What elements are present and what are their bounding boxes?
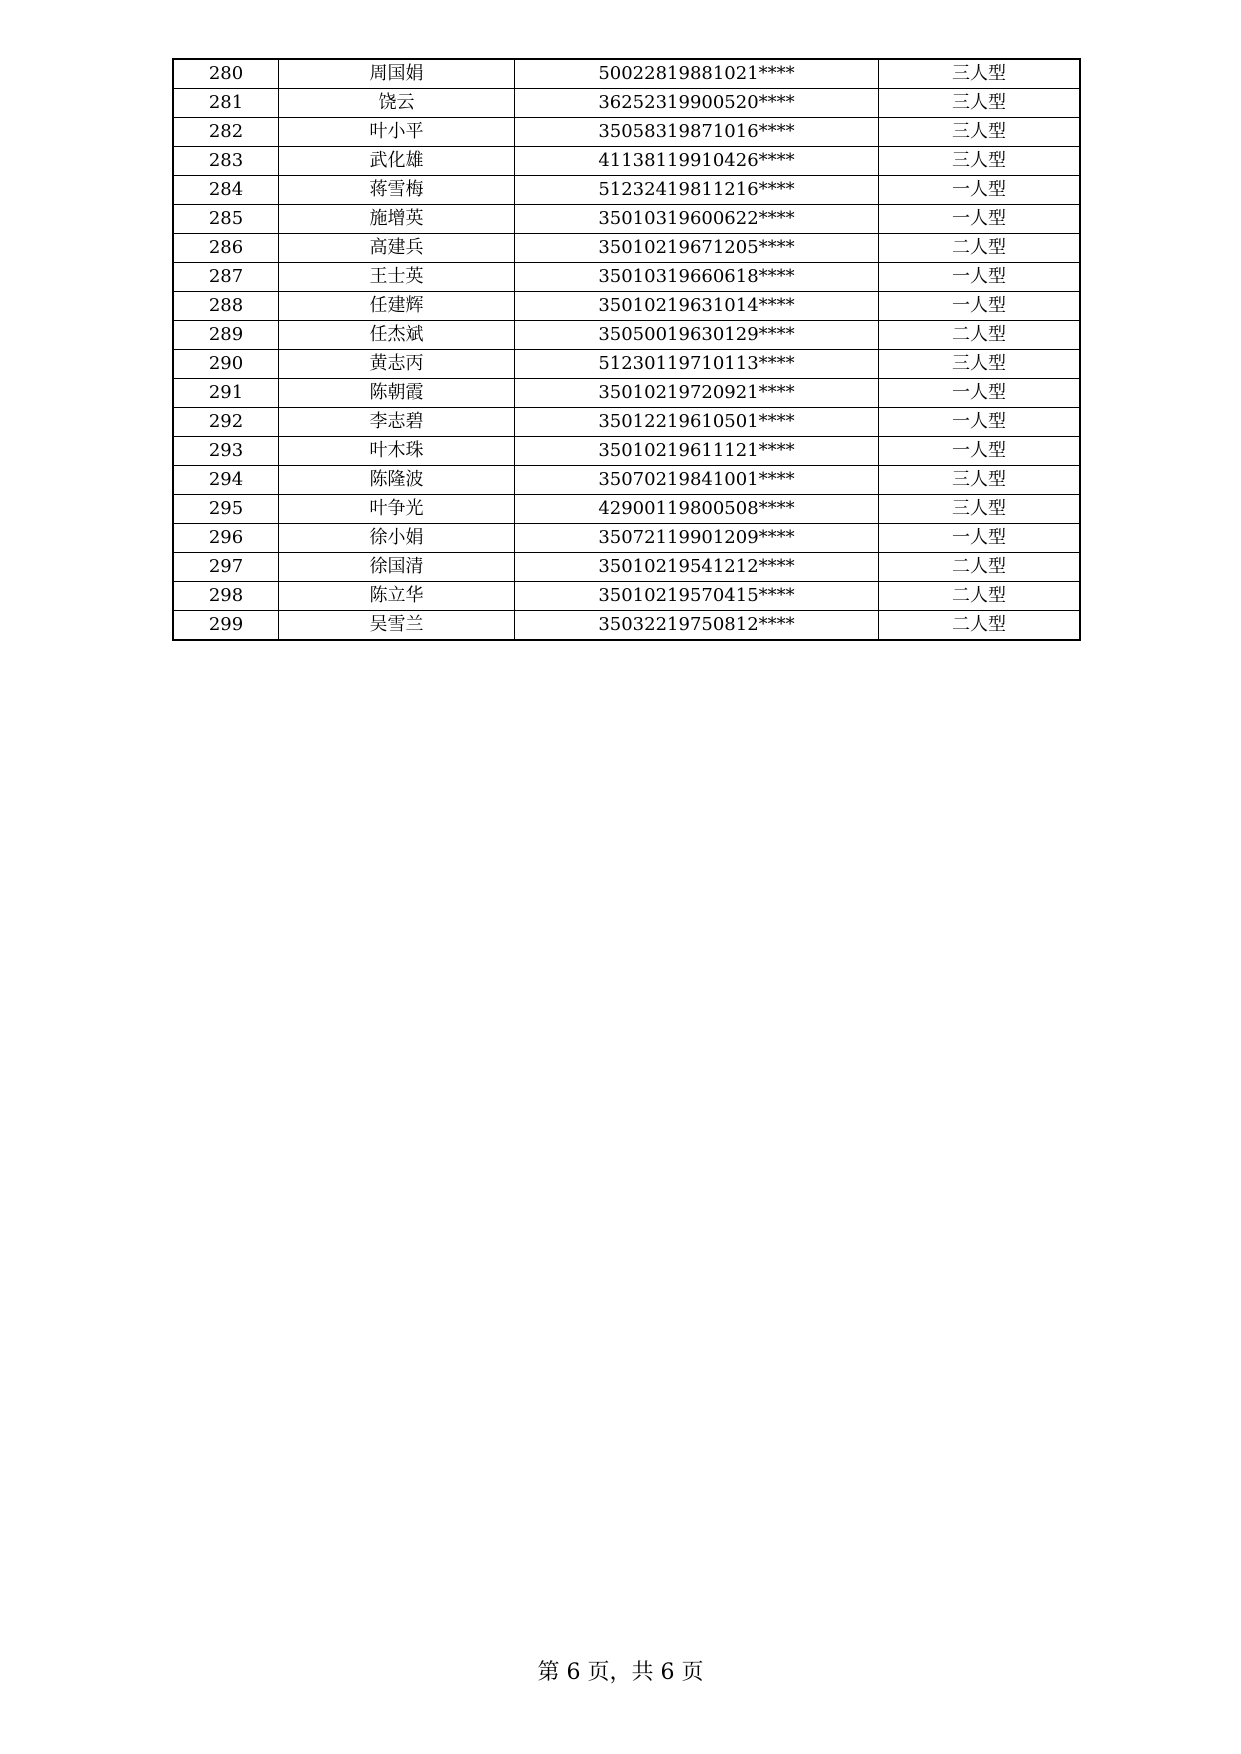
applicant-table	[172, 58, 1081, 641]
row-name: 徐小娟	[279, 524, 515, 553]
row-household-type: 二人型	[879, 321, 1081, 350]
row-household-type: 二人型	[879, 582, 1081, 611]
row-name: 周国娟	[279, 59, 515, 89]
row-id-number: 50022819881021****	[515, 59, 879, 89]
row-household-type: 三人型	[879, 466, 1081, 495]
row-name: 吴雪兰	[279, 611, 515, 641]
table-row	[173, 379, 1080, 408]
row-id-number: 35010219720921****	[515, 379, 879, 408]
row-household-type: 一人型	[879, 263, 1081, 292]
row-household-type: 二人型	[879, 234, 1081, 263]
row-name: 黄志丙	[279, 350, 515, 379]
table-row	[173, 553, 1080, 582]
row-id-number: 51232419811216****	[515, 176, 879, 205]
row-id-number: 35010219671205****	[515, 234, 879, 263]
row-name: 王士英	[279, 263, 515, 292]
row-number: 298	[173, 582, 279, 611]
table-row	[173, 321, 1080, 350]
row-id-number: 35010319660618****	[515, 263, 879, 292]
table-row	[173, 118, 1080, 147]
row-household-type: 一人型	[879, 176, 1081, 205]
row-number: 299	[173, 611, 279, 641]
row-id-number: 35032219750812****	[515, 611, 879, 641]
row-id-number: 35010319600622****	[515, 205, 879, 234]
row-id-number: 35050019630129****	[515, 321, 879, 350]
row-name: 武化雄	[279, 147, 515, 176]
row-name: 陈立华	[279, 582, 515, 611]
row-number: 295	[173, 495, 279, 524]
row-household-type: 三人型	[879, 350, 1081, 379]
row-name: 任杰斌	[279, 321, 515, 350]
table-row	[173, 408, 1080, 437]
table-row	[173, 89, 1080, 118]
row-number: 294	[173, 466, 279, 495]
row-id-number: 35072119901209****	[515, 524, 879, 553]
row-number: 288	[173, 292, 279, 321]
row-number: 289	[173, 321, 279, 350]
row-id-number: 35010219541212****	[515, 553, 879, 582]
row-id-number: 36252319900520****	[515, 89, 879, 118]
table-row	[173, 524, 1080, 553]
row-name: 施增英	[279, 205, 515, 234]
row-household-type: 一人型	[879, 408, 1081, 437]
row-id-number: 35012219610501****	[515, 408, 879, 437]
row-name: 蒋雪梅	[279, 176, 515, 205]
row-number: 291	[173, 379, 279, 408]
table-row	[173, 495, 1080, 524]
row-number: 292	[173, 408, 279, 437]
table-row	[173, 205, 1080, 234]
row-id-number: 42900119800508****	[515, 495, 879, 524]
row-number: 290	[173, 350, 279, 379]
table-row	[173, 582, 1080, 611]
row-number: 287	[173, 263, 279, 292]
row-number: 283	[173, 147, 279, 176]
row-number: 296	[173, 524, 279, 553]
row-id-number: 35010219611121****	[515, 437, 879, 466]
row-household-type: 三人型	[879, 118, 1081, 147]
row-name: 叶木珠	[279, 437, 515, 466]
row-id-number: 35058319871016****	[515, 118, 879, 147]
table-row	[173, 234, 1080, 263]
row-id-number: 41138119910426****	[515, 147, 879, 176]
row-household-type: 三人型	[879, 59, 1081, 89]
row-name: 高建兵	[279, 234, 515, 263]
row-id-number: 35010219570415****	[515, 582, 879, 611]
row-id-number: 35070219841001****	[515, 466, 879, 495]
row-household-type: 三人型	[879, 89, 1081, 118]
row-household-type: 二人型	[879, 611, 1081, 641]
row-household-type: 三人型	[879, 495, 1081, 524]
row-household-type: 一人型	[879, 292, 1081, 321]
row-number: 286	[173, 234, 279, 263]
row-id-number: 51230119710113****	[515, 350, 879, 379]
row-household-type: 一人型	[879, 437, 1081, 466]
table-row	[173, 466, 1080, 495]
row-household-type: 二人型	[879, 553, 1081, 582]
table-row	[173, 437, 1080, 466]
row-name: 陈朝霞	[279, 379, 515, 408]
row-household-type: 一人型	[879, 524, 1081, 553]
table-row	[173, 176, 1080, 205]
row-household-type: 三人型	[879, 147, 1081, 176]
table-row	[173, 59, 1080, 89]
page-footer: 第 6 页，共 6 页	[537, 1660, 704, 1685]
row-name: 饶云	[279, 89, 515, 118]
row-name: 陈隆波	[279, 466, 515, 495]
row-number: 293	[173, 437, 279, 466]
row-number: 284	[173, 176, 279, 205]
table-row	[173, 611, 1080, 641]
row-number: 285	[173, 205, 279, 234]
row-name: 李志碧	[279, 408, 515, 437]
row-number: 297	[173, 553, 279, 582]
table-row	[173, 147, 1080, 176]
table-row	[173, 263, 1080, 292]
row-name: 叶小平	[279, 118, 515, 147]
row-id-number: 35010219631014****	[515, 292, 879, 321]
table-row	[173, 350, 1080, 379]
row-name: 任建辉	[279, 292, 515, 321]
row-number: 281	[173, 89, 279, 118]
row-household-type: 一人型	[879, 379, 1081, 408]
table-row	[173, 292, 1080, 321]
row-number: 280	[173, 59, 279, 89]
row-name: 徐国清	[279, 553, 515, 582]
row-name: 叶争光	[279, 495, 515, 524]
row-number: 282	[173, 118, 279, 147]
row-household-type: 一人型	[879, 205, 1081, 234]
